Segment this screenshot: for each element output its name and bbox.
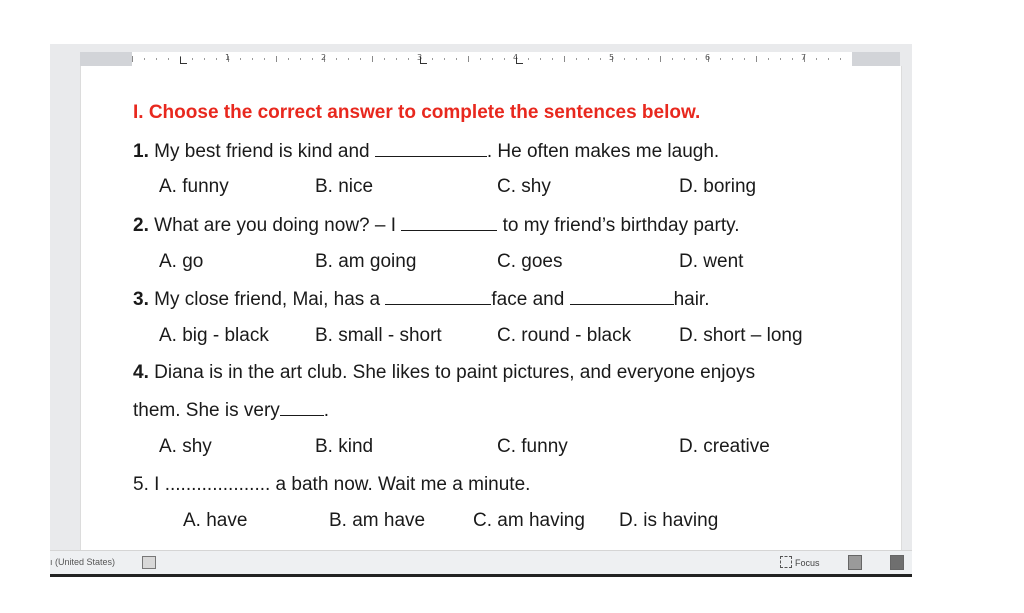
option-a: A. have — [183, 510, 248, 531]
question-text: hair. — [673, 289, 710, 310]
option-d: D. creative — [679, 436, 770, 457]
answer-blank — [401, 214, 497, 231]
ruler-tick — [240, 58, 241, 60]
print-layout-icon[interactable] — [890, 555, 904, 570]
question-2 — [133, 214, 739, 237]
answer-blank — [570, 288, 674, 305]
ruler-tick — [552, 58, 553, 60]
read-mode-icon[interactable] — [848, 555, 862, 570]
option-b: B. kind — [315, 436, 374, 457]
option-b: B. nice — [315, 176, 374, 197]
ruler-tick — [492, 58, 493, 60]
language-indicator[interactable]: ı (United States) — [50, 557, 116, 567]
question-text: face and — [491, 289, 570, 310]
option-c: C. shy — [497, 176, 551, 197]
ruler-tick — [768, 58, 769, 60]
ruler-tick — [408, 58, 409, 60]
ruler-tick — [540, 58, 541, 60]
window-bottom-border — [50, 574, 912, 577]
question-number: 3. — [133, 289, 149, 310]
question-text: My best friend is kind and — [154, 141, 375, 162]
ruler-tick — [600, 58, 601, 60]
ruler-tick — [684, 58, 685, 60]
question-1 — [133, 140, 719, 163]
ruler-tick — [432, 58, 433, 60]
ruler-tick — [672, 58, 673, 60]
question-4-continued — [133, 399, 329, 422]
answer-blank — [385, 288, 491, 305]
question-number: 1. — [133, 141, 149, 162]
question-5 — [133, 474, 530, 496]
question-text: a bath now. Wait me a minute. — [270, 474, 531, 495]
question-text: . He often makes me laugh. — [486, 141, 720, 162]
status-bar — [50, 550, 912, 575]
option-d: D. is having — [619, 510, 719, 531]
ruler-number: 4 — [513, 53, 519, 62]
ruler-tick — [336, 58, 337, 60]
question-text: . — [323, 400, 330, 421]
ruler-tick — [732, 58, 733, 60]
tab-stop-marker[interactable] — [420, 57, 427, 64]
ruler-tick — [468, 56, 469, 62]
ruler-tick — [156, 58, 157, 60]
ruler-tick — [456, 58, 457, 60]
option-b: B. am going — [315, 251, 417, 272]
question-text: them. She is very — [133, 400, 280, 421]
ruler-number: 1 — [225, 53, 231, 62]
option-d: D. short – long — [679, 325, 803, 346]
word-window — [50, 44, 912, 577]
ruler-tick — [720, 58, 721, 60]
ruler-tick — [348, 58, 349, 60]
horizontal-ruler[interactable] — [80, 52, 900, 67]
focus-icon — [780, 556, 792, 568]
question-text: Diana is in the art club. She likes to paint pictures, and everyone enjoys — [154, 362, 756, 383]
ruler-tick — [756, 56, 757, 62]
option-a: A. funny — [159, 176, 229, 197]
question-4 — [133, 362, 755, 384]
ruler-tick — [624, 58, 625, 60]
question-number: 4. — [133, 362, 149, 383]
ruler-tick — [444, 58, 445, 60]
focus-mode-button[interactable] — [780, 556, 820, 568]
ruler-tick — [504, 58, 505, 60]
question-text: My close friend, Mai, has a — [154, 289, 386, 310]
question-number: 5. — [133, 474, 149, 495]
ruler-tick — [828, 58, 829, 60]
ruler-tick — [192, 58, 193, 60]
ruler-tick — [312, 58, 313, 60]
ruler-tick — [636, 58, 637, 60]
ruler-tick — [576, 58, 577, 60]
question-text: What are you doing now? – I — [154, 215, 402, 236]
tab-stop-marker[interactable] — [180, 57, 187, 64]
ruler-number: 5 — [609, 53, 615, 62]
answer-blank: .................... — [164, 474, 271, 495]
ruler-tick — [168, 58, 169, 60]
option-a: A. shy — [159, 436, 212, 457]
ruler-tick — [216, 58, 217, 60]
ruler-tick — [780, 58, 781, 60]
ruler-tick — [528, 58, 529, 60]
ruler-tick — [840, 58, 841, 60]
option-c: C. goes — [497, 251, 563, 272]
ruler-tick — [288, 58, 289, 60]
option-a: A. big - black — [159, 325, 269, 346]
ruler-number: 3 — [417, 53, 423, 62]
ruler-tick — [144, 58, 145, 60]
ruler-tick — [696, 58, 697, 60]
question-number: 2. — [133, 215, 149, 236]
option-c: C. funny — [497, 436, 568, 457]
ruler-tick — [372, 56, 373, 62]
option-b: B. am have — [329, 510, 426, 531]
ruler-right-margin[interactable] — [852, 52, 900, 66]
question-text: I — [154, 474, 165, 495]
ruler-number: 6 — [705, 53, 711, 62]
answer-blank — [280, 399, 324, 416]
ruler-number: 2 — [321, 53, 327, 62]
ruler-tick — [480, 58, 481, 60]
option-a: A. go — [159, 251, 204, 272]
tab-stop-marker[interactable] — [516, 57, 523, 64]
ruler-left-margin[interactable] — [80, 52, 132, 66]
ruler-tick — [384, 58, 385, 60]
ruler-tick — [276, 56, 277, 62]
ruler-tick — [252, 58, 253, 60]
option-d: D. boring — [679, 176, 757, 197]
accessibility-check-icon[interactable] — [142, 556, 156, 569]
ruler-tick — [264, 58, 265, 60]
ruler-tick — [816, 58, 817, 60]
ruler-tick — [588, 58, 589, 60]
document-page[interactable] — [80, 66, 902, 550]
option-d: D. went — [679, 251, 744, 272]
ruler-tick — [792, 58, 793, 60]
ruler-number: 7 — [801, 53, 807, 62]
option-c: C. round - black — [497, 325, 632, 346]
ruler-tick — [648, 58, 649, 60]
answer-blank — [375, 140, 487, 157]
ruler-tick — [132, 56, 133, 62]
ruler-tick — [660, 56, 661, 62]
question-text: to my friend’s birthday party. — [497, 215, 740, 236]
question-3 — [133, 288, 710, 311]
option-c: C. am having — [473, 510, 585, 531]
ruler-tick — [564, 56, 565, 62]
ruler-tick — [360, 58, 361, 60]
ruler-tick — [204, 58, 205, 60]
ruler-tick — [396, 58, 397, 60]
ruler-tick — [744, 58, 745, 60]
exercise-heading: I. Choose the correct answer to complete the sentences below. — [133, 102, 701, 123]
focus-label: Focus — [795, 558, 820, 568]
option-b: B. small - short — [315, 325, 442, 346]
ruler-tick — [300, 58, 301, 60]
